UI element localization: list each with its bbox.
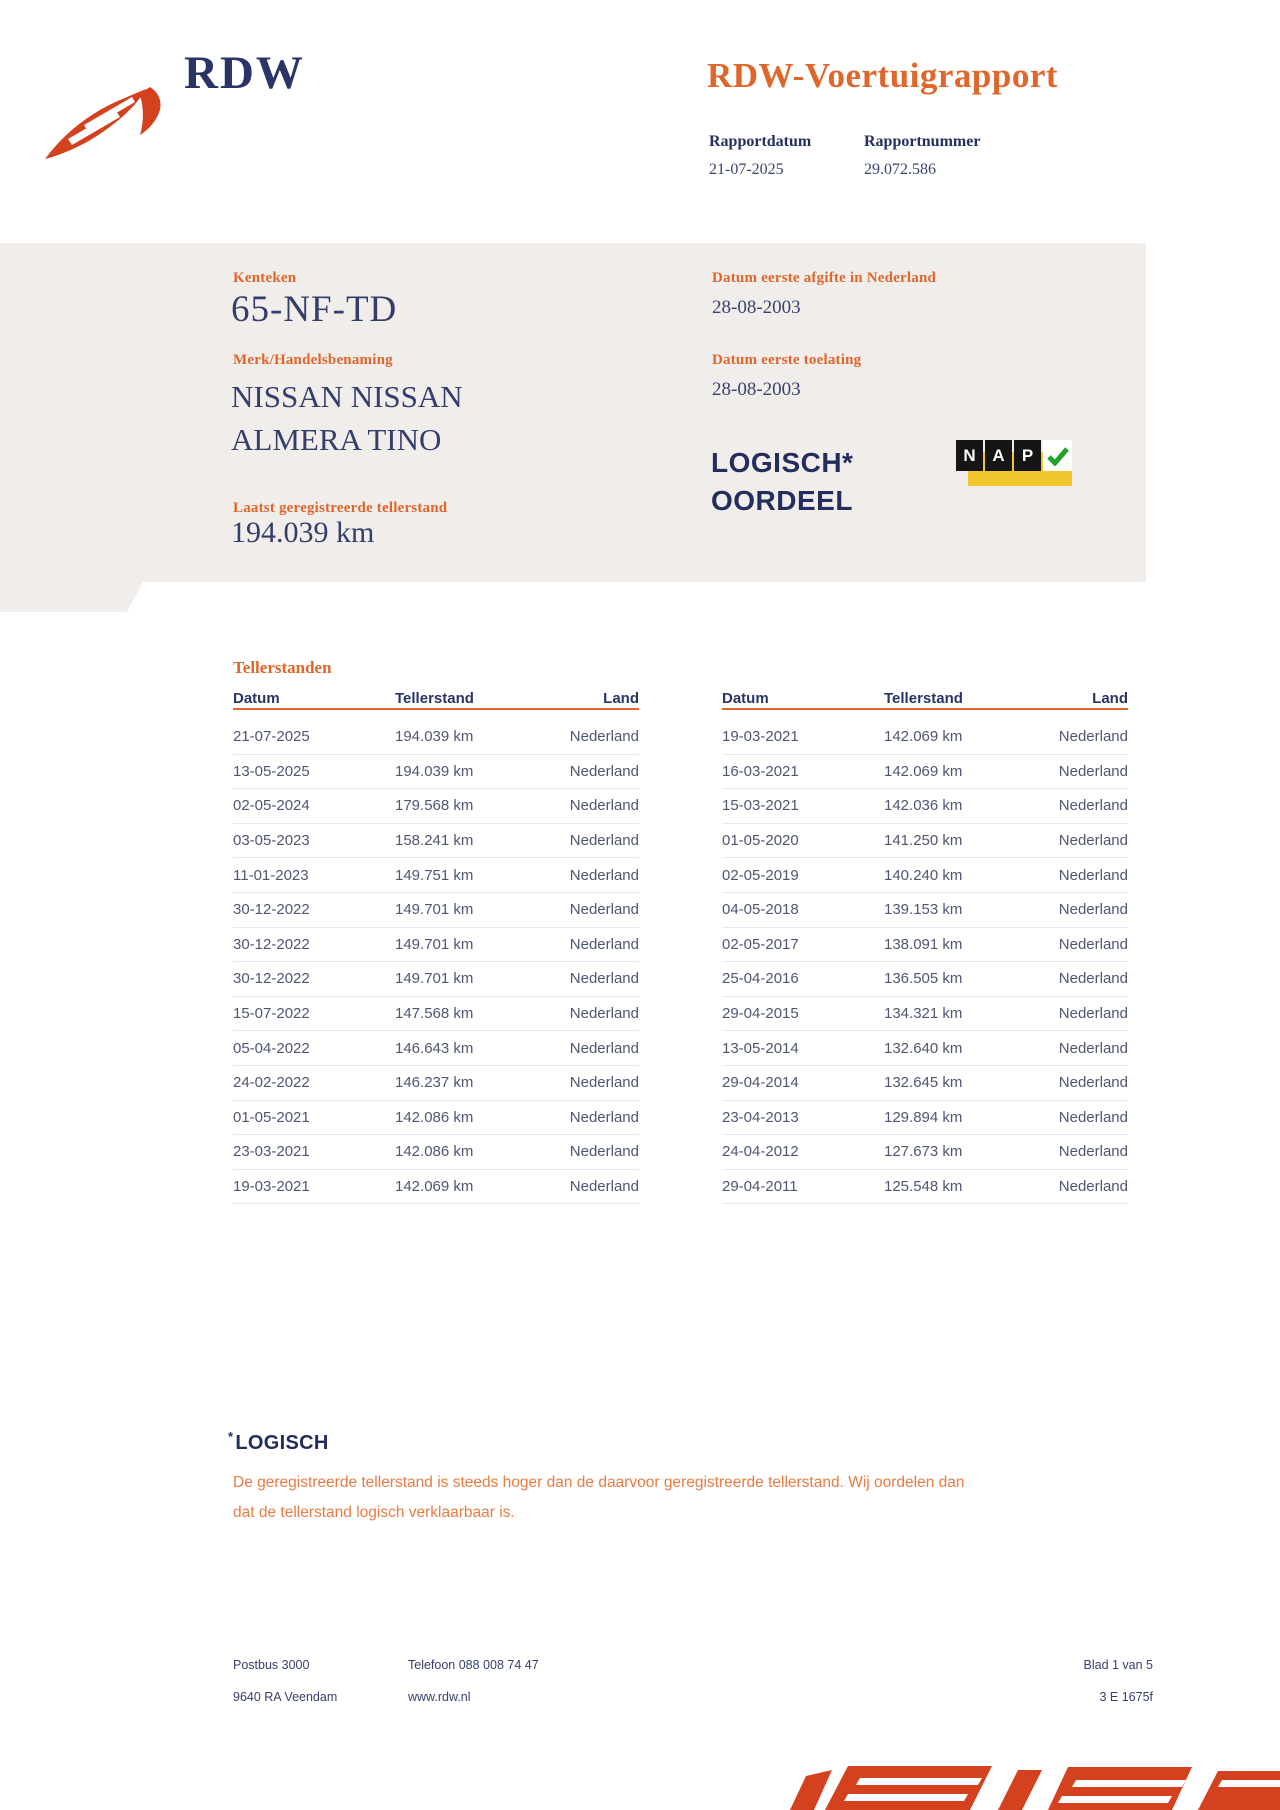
report-date-label: Rapportdatum: [709, 133, 812, 150]
table-row: [722, 997, 1128, 1032]
table-row: [233, 962, 639, 997]
row-land: Nederland: [569, 1108, 639, 1126]
row-datum: 19-03-2021: [722, 728, 799, 746]
table-row: [233, 1031, 639, 1066]
row-datum: 16-03-2021: [722, 762, 799, 780]
row-datum: 30-12-2022: [233, 935, 310, 953]
column-header: Land: [603, 689, 639, 707]
row-tellerstand: 132.645 km: [884, 1074, 963, 1092]
toelating-label: Datum eerste toelating: [712, 352, 862, 368]
column-header: Land: [1092, 689, 1128, 707]
table-row: [722, 858, 1128, 893]
row-datum: 21-07-2025: [233, 728, 310, 746]
row-datum: 01-05-2021: [233, 1108, 310, 1126]
footnote-line1: De geregistreerde tellerstand is steeds hoger dan de daarvoor geregistreerde tellerstand. Wij oordelen dan: [233, 1474, 965, 1491]
row-land: Nederland: [569, 832, 639, 850]
column-header: Datum: [722, 689, 769, 707]
row-datum: 13-05-2025: [233, 762, 310, 780]
column-header: Tellerstand: [884, 689, 963, 707]
footer-website: www.rdw.nl: [408, 1690, 471, 1704]
row-land: Nederland: [569, 797, 639, 815]
table-row: [233, 928, 639, 963]
table-row: [722, 824, 1128, 859]
row-datum: 24-04-2012: [722, 1143, 799, 1161]
row-land: Nederland: [569, 970, 639, 988]
table-row: [233, 1066, 639, 1101]
row-datum: 01-05-2020: [722, 832, 799, 850]
footer-stripes-graphic-icon: [790, 1764, 1280, 1810]
row-datum: 23-03-2021: [233, 1143, 310, 1161]
row-datum: 19-03-2021: [233, 1178, 310, 1196]
table-row: [233, 824, 639, 859]
page-title: RDW-Voertuigrapport: [707, 56, 1059, 95]
row-land: Nederland: [1058, 1143, 1128, 1161]
row-tellerstand: 139.153 km: [884, 901, 963, 919]
table-row: [722, 1101, 1128, 1136]
table-row: [233, 755, 639, 790]
footer-address-line1: Postbus 3000: [233, 1658, 310, 1672]
row-datum: 05-04-2022: [233, 1039, 310, 1057]
afgifte-label: Datum eerste afgifte in Nederland: [712, 270, 937, 286]
table-row: [722, 789, 1128, 824]
row-tellerstand: 134.321 km: [884, 1005, 963, 1023]
row-land: Nederland: [1058, 1108, 1128, 1126]
row-land: Nederland: [1058, 935, 1128, 953]
toelating-value: 28-08-2003: [712, 379, 801, 400]
row-tellerstand: 146.643 km: [395, 1039, 474, 1057]
table-row: [233, 720, 639, 755]
row-datum: 29-04-2011: [722, 1178, 798, 1196]
row-land: Nederland: [1058, 832, 1128, 850]
nap-checkmark-icon: [1043, 440, 1072, 471]
oordeel-verdict: [711, 444, 853, 520]
row-tellerstand: 129.894 km: [884, 1108, 963, 1126]
merk-label: Merk/Handelsbenaming: [233, 352, 393, 368]
table-row: [233, 858, 639, 893]
row-land: Nederland: [1058, 1039, 1128, 1057]
row-land: Nederland: [569, 866, 639, 884]
merk-line2: ALMERA TINO: [231, 422, 442, 457]
row-tellerstand: 179.568 km: [395, 797, 474, 815]
table-row: [722, 893, 1128, 928]
kenteken-label: Kenteken: [233, 270, 297, 286]
report-date-value: 21-07-2025: [709, 161, 784, 178]
row-tellerstand: 136.505 km: [884, 970, 963, 988]
column-header: Datum: [233, 689, 280, 707]
table-row: [233, 1135, 639, 1170]
footer-address-line2: 9640 RA Veendam: [233, 1690, 338, 1704]
row-tellerstand: 149.701 km: [395, 935, 474, 953]
row-tellerstand: 142.086 km: [395, 1143, 474, 1161]
row-land: Nederland: [569, 762, 639, 780]
row-datum: 04-05-2018: [722, 901, 799, 919]
report-number-label: Rapportnummer: [864, 133, 981, 150]
footer-form-code: 3 E 1675f: [1099, 1690, 1153, 1704]
row-datum: 23-04-2013: [722, 1108, 799, 1126]
row-land: Nederland: [1058, 728, 1128, 746]
row-land: Nederland: [1058, 970, 1128, 988]
logisch-footnote-title: [228, 1429, 329, 1455]
row-tellerstand: 149.701 km: [395, 901, 474, 919]
row-land: Nederland: [569, 1039, 639, 1057]
merk-line1: NISSAN NISSAN: [231, 379, 463, 414]
row-land: Nederland: [1058, 762, 1128, 780]
row-tellerstand: 194.039 km: [395, 728, 474, 746]
row-land: Nederland: [1058, 1074, 1128, 1092]
table-row: [233, 893, 639, 928]
row-datum: 13-05-2014: [722, 1039, 799, 1057]
row-land: Nederland: [1058, 797, 1128, 815]
row-tellerstand: 142.086 km: [395, 1108, 474, 1126]
row-datum: 29-04-2014: [722, 1074, 799, 1092]
row-land: Nederland: [1058, 1178, 1128, 1196]
footer-page-indicator: Blad 1 van 5: [1083, 1658, 1153, 1672]
row-tellerstand: 138.091 km: [884, 935, 963, 953]
tellerstanden-section-title: Tellerstanden: [233, 658, 332, 677]
row-datum: 15-07-2022: [233, 1005, 310, 1023]
row-land: Nederland: [569, 901, 639, 919]
footnote-asterisk: *: [228, 1429, 234, 1444]
row-tellerstand: 147.568 km: [395, 1005, 474, 1023]
table-body: [722, 720, 1128, 1204]
row-datum: 24-02-2022: [233, 1074, 310, 1092]
row-datum: 03-05-2023: [233, 832, 310, 850]
report-number-value: 29.072.586: [864, 161, 936, 178]
row-tellerstand: 125.548 km: [884, 1178, 963, 1196]
row-tellerstand: 149.751 km: [395, 866, 474, 884]
row-datum: 02-05-2019: [722, 866, 799, 884]
row-datum: 11-01-2023: [233, 866, 309, 884]
footnote-title-text: LOGISCH: [235, 1432, 329, 1454]
column-header: Tellerstand: [395, 689, 474, 707]
row-land: Nederland: [1058, 1005, 1128, 1023]
table-row: [722, 962, 1128, 997]
table-body: [233, 720, 639, 1204]
table-row: [722, 755, 1128, 790]
table-row: [722, 1170, 1128, 1205]
tellerstand-label: Laatst geregistreerde tellerstand: [233, 500, 448, 516]
row-tellerstand: 140.240 km: [884, 866, 963, 884]
footer-phone: Telefoon 088 008 74 47: [408, 1658, 539, 1672]
row-tellerstand: 142.036 km: [884, 797, 963, 815]
footnote-line2: dat de tellerstand logisch verklaarbaar is.: [233, 1504, 515, 1521]
row-tellerstand: 141.250 km: [884, 832, 963, 850]
row-tellerstand: 127.673 km: [884, 1143, 963, 1161]
row-land: Nederland: [569, 1178, 639, 1196]
nap-letter-tile: N: [956, 440, 983, 471]
row-tellerstand: 142.069 km: [395, 1178, 474, 1196]
row-land: Nederland: [1058, 866, 1128, 884]
rdw-wordmark: RDW: [184, 47, 305, 99]
rdw-feather-logo-icon: [42, 66, 174, 164]
table-row: [722, 1066, 1128, 1101]
tellerstand-value: 194.039 km: [231, 516, 375, 549]
row-tellerstand: 194.039 km: [395, 762, 474, 780]
row-datum: 02-05-2017: [722, 935, 799, 953]
row-datum: 25-04-2016: [722, 970, 799, 988]
table-row: [722, 1031, 1128, 1066]
table-row: [233, 1170, 639, 1205]
row-datum: 29-04-2015: [722, 1005, 799, 1023]
nap-letter-tile: A: [985, 440, 1012, 471]
table-row: [722, 720, 1128, 755]
table-row: [722, 1135, 1128, 1170]
row-land: Nederland: [1058, 901, 1128, 919]
merk-value: [231, 375, 463, 461]
tellerstanden-table-right: [722, 688, 1128, 1204]
row-datum: 30-12-2022: [233, 901, 310, 919]
table-row: [233, 789, 639, 824]
oordeel-line2: OORDEEL: [711, 485, 853, 516]
row-land: Nederland: [569, 1074, 639, 1092]
nap-letter-tile: P: [1014, 440, 1041, 471]
row-land: Nederland: [569, 1143, 639, 1161]
row-datum: 30-12-2022: [233, 970, 310, 988]
row-tellerstand: 158.241 km: [395, 832, 474, 850]
row-land: Nederland: [569, 728, 639, 746]
table-row: [233, 1101, 639, 1136]
table-row: [233, 997, 639, 1032]
row-datum: 15-03-2021: [722, 797, 799, 815]
table-header-row: [722, 688, 1128, 710]
row-tellerstand: 146.237 km: [395, 1074, 474, 1092]
row-tellerstand: 142.069 km: [884, 728, 963, 746]
logisch-footnote-text: [233, 1468, 1213, 1528]
kenteken-value: 65-NF-TD: [231, 289, 398, 330]
row-datum: 02-05-2024: [233, 797, 310, 815]
oordeel-line1: LOGISCH*: [711, 447, 854, 478]
vehicle-summary-panel: [0, 243, 1146, 612]
table-row: [722, 928, 1128, 963]
row-land: Nederland: [569, 935, 639, 953]
row-tellerstand: 149.701 km: [395, 970, 474, 988]
tellerstanden-table-left: [233, 688, 639, 1204]
row-tellerstand: 132.640 km: [884, 1039, 963, 1057]
row-land: Nederland: [569, 1005, 639, 1023]
table-header-row: [233, 688, 639, 710]
afgifte-value: 28-08-2003: [712, 297, 801, 318]
nap-logo: [956, 440, 1080, 492]
row-tellerstand: 142.069 km: [884, 762, 963, 780]
